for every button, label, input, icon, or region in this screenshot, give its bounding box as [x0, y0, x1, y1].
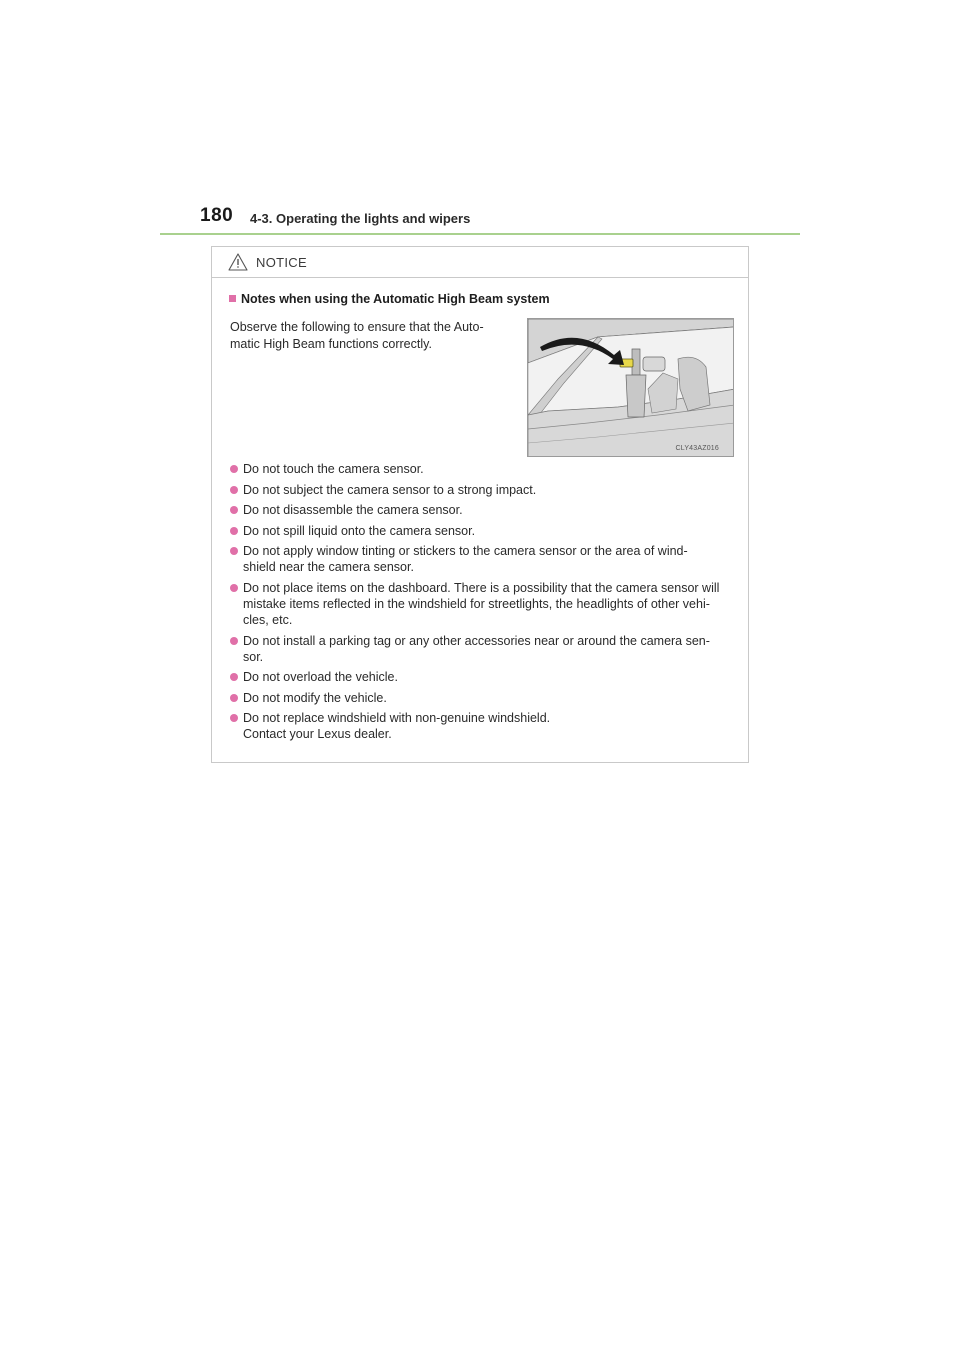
figure-code: CLY43AZ016	[675, 445, 719, 452]
list-item: Do not modify the vehicle.	[230, 690, 745, 706]
round-bullet-icon	[230, 714, 238, 722]
notice-bullet-list	[230, 461, 745, 747]
list-item: Do not subject the camera sensor to a strong impact.	[230, 482, 745, 498]
list-item: Do not spill liquid onto the camera sensor.	[230, 523, 745, 539]
subheading-text: Notes when using the Automatic High Beam system	[241, 292, 550, 306]
notice-box	[211, 246, 749, 763]
notice-label: NOTICE	[256, 255, 307, 270]
notice-header	[212, 247, 748, 278]
intro-line: Observe the following to ensure that the Auto-	[230, 320, 484, 334]
square-bullet-icon	[229, 295, 236, 302]
round-bullet-icon	[230, 527, 238, 535]
page-number: 180	[200, 205, 234, 226]
header-rule	[160, 233, 800, 235]
windshield-interior-drawing	[528, 319, 734, 457]
list-item: Do not place items on the dashboard. There is a possibility that the camera sensor will mistake items reflected in the windshield for streetlights, the headlights of other vehi- cles, etc.	[230, 580, 745, 628]
camera-sensor-illustration	[527, 318, 734, 457]
intro-text	[230, 319, 520, 353]
round-bullet-icon	[230, 547, 238, 555]
warning-triangle-icon	[228, 253, 248, 271]
list-item: Do not touch the camera sensor.	[230, 461, 745, 477]
intro-line: matic High Beam functions correctly.	[230, 337, 432, 351]
list-item: Do not disassemble the camera sensor.	[230, 502, 745, 518]
notice-subheading	[229, 292, 550, 306]
round-bullet-icon	[230, 673, 238, 681]
round-bullet-icon	[230, 694, 238, 702]
list-item: Do not replace windshield with non-genuine windshield. Contact your Lexus dealer.	[230, 710, 745, 742]
list-item: Do not overload the vehicle.	[230, 669, 745, 685]
section-title: 4-3. Operating the lights and wipers	[250, 211, 471, 226]
page-header	[160, 205, 800, 235]
round-bullet-icon	[230, 486, 238, 494]
round-bullet-icon	[230, 584, 238, 592]
round-bullet-icon	[230, 465, 238, 473]
list-item: Do not apply window tinting or stickers to the camera sensor or the area of wind- shield near the camera sensor.	[230, 543, 745, 575]
list-item: Do not install a parking tag or any other accessories near or around the camera sen- sor.	[230, 633, 745, 665]
round-bullet-icon	[230, 506, 238, 514]
round-bullet-icon	[230, 637, 238, 645]
